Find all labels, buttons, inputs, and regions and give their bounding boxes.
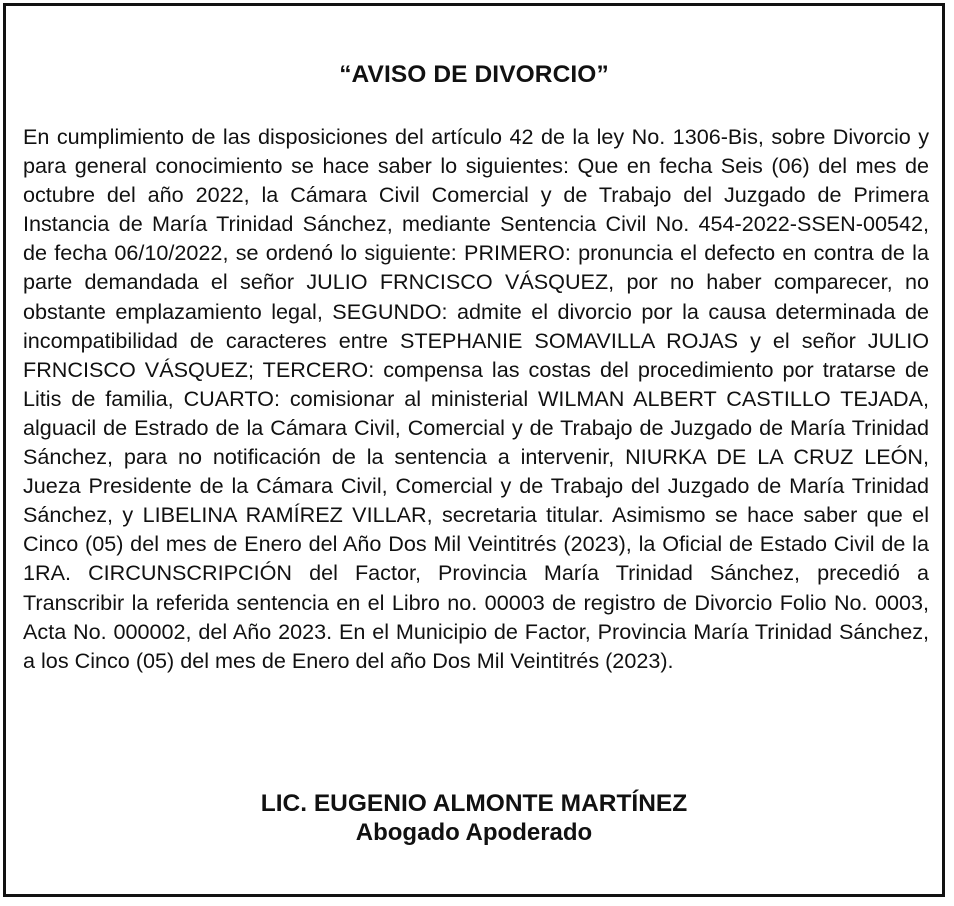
signature-role: Abogado Apoderado [355,819,593,846]
notice-frame [3,3,945,897]
signature-block [6,789,942,847]
signature-name: LIC. EUGENIO ALMONTE MARTÍNEZ [260,790,688,817]
notice-body: En cumplimiento de las disposiciones del artículo 42 de la ley No. 1306-Bis, sobre Divorcio y para general conocimiento se hace saber lo siguientes: Que en fecha Seis (06) del mes de octubre del año 2022, la Cámara Civil Comercial y de Trabajo del Juzgado de Primera Instancia de María Trinidad Sánchez, mediante Sentencia Civil No. 454-2022-SSEN-00542, de fecha 06/10/2022, se ordenó lo siguiente: PRIMERO: pronuncia el defecto en contra de la parte demandada el señor JULIO FRNCISCO VÁSQUEZ, por no haber comparecer, no obstante emplazamiento legal, SEGUNDO: admite el divorcio por la causa determinada de incompatibilidad de caracteres entre STEPHANIE SOMAVILLA ROJAS y el señor JULIO FRNCISCO VÁSQUEZ; TERCERO: compensa las costas del procedimiento por tratarse de Litis de familia, CUARTO: comisionar al ministerial WILMAN ALBERT CASTILLO TEJADA, alguacil de Estrado de la Cámara Civil, Comercial y de Trabajo de Juzgado de María Trinidad Sánchez, para no notificación de la sentencia a intervenir, NIURKA DE LA CRUZ LEÓN, Jueza Presidente de la Cámara Civil, Comercial y de Trabajo del Juzgado de María Trinidad Sánchez, y LIBELINA RAMÍREZ VILLAR, secretaria titular. Asimismo se hace saber que el Cinco (05) del mes de Enero del Año Dos Mil Veintitrés (2023), la Oficial de Estado Civil de la 1RA. CIRCUNSCRIPCIÓN del Factor, Provincia María Trinidad Sánchez, precedió a Transcribir la referida sentencia en el Libro no. 00003 de registro de Divorcio Folio No. 0003, Acta No. 000002, del Año 2023. En el Municipio de Factor, Provincia María Trinidad Sánchez, a los Cinco (05) del mes de Enero del año Dos Mil Veintitrés (2023). [23,124,929,673]
notice-title: “AVISO DE DIVORCIO” [339,61,609,88]
